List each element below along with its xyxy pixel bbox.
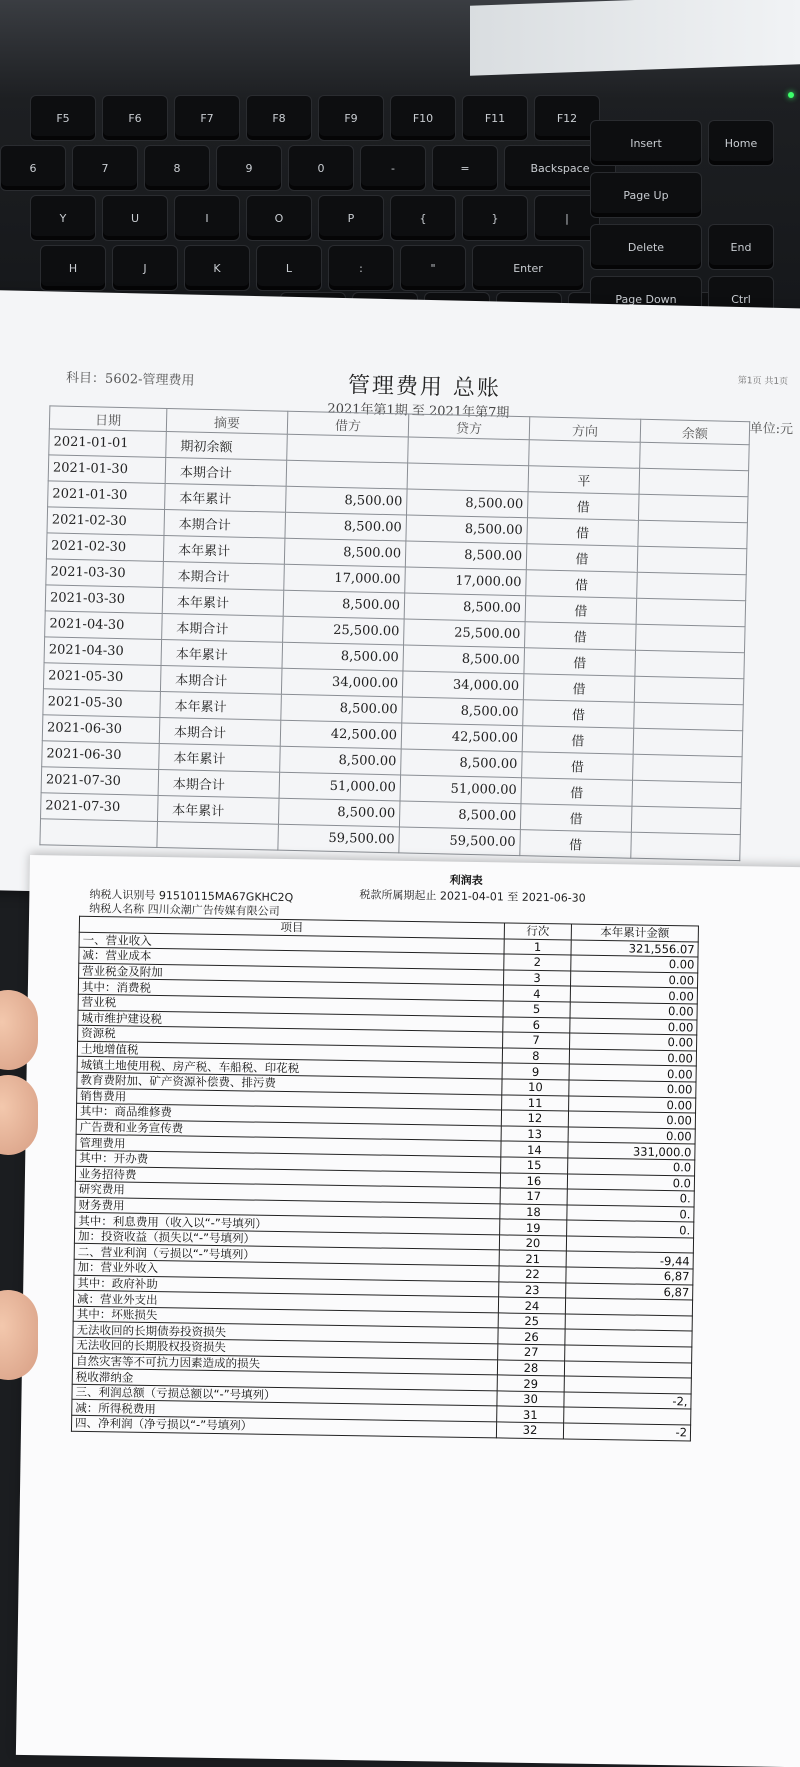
report-item-cell: 资源税 bbox=[78, 1025, 503, 1047]
ledger-date-cell: 2021-02-30 bbox=[47, 507, 165, 536]
report-period: 税款所属期起止 2021-04-01 至 2021-06-30 bbox=[359, 888, 586, 905]
report-line-no-cell: 11 bbox=[502, 1094, 569, 1111]
col-date: 日期 bbox=[49, 406, 166, 432]
ledger-summary-cell: 本期合计 bbox=[162, 613, 284, 642]
ledger-date-cell: 2021-05-30 bbox=[43, 663, 161, 692]
keyboard-key: | bbox=[534, 195, 600, 241]
ledger-page-number: 第1页 共1页 bbox=[737, 375, 789, 388]
report-item-cell: 管理费用 bbox=[76, 1135, 501, 1157]
ledger-balance-cell bbox=[639, 468, 749, 496]
ledger-summary-cell: 本期合计 bbox=[164, 510, 286, 539]
report-item-cell: 业务招待费 bbox=[75, 1166, 500, 1188]
report-item-cell: 无法收回的长期债券投资损失 bbox=[73, 1322, 498, 1344]
report-amount-cell: 331,000.0 bbox=[568, 1142, 695, 1160]
ledger-summary-cell: 本期合计 bbox=[159, 717, 281, 746]
report-amount-cell: 0.00 bbox=[570, 1002, 697, 1020]
keyboard-key: 0 bbox=[288, 145, 354, 191]
report-line-no-cell: 25 bbox=[498, 1313, 565, 1330]
report-amount-cell: 0.00 bbox=[569, 1049, 696, 1067]
ledger-date-cell: 2021-04-30 bbox=[45, 611, 163, 640]
ledger-credit-cell: 51,000.00 bbox=[400, 775, 522, 804]
ledger-balance-cell bbox=[637, 546, 747, 574]
keyboard-key: End bbox=[708, 224, 774, 270]
report-line-no-cell: 4 bbox=[503, 985, 570, 1002]
report-line-no-cell: 1 bbox=[504, 939, 571, 956]
report-amount-cell: 0. bbox=[567, 1189, 694, 1207]
report-line-no-cell: 30 bbox=[497, 1391, 564, 1408]
report-line-no-cell: 19 bbox=[500, 1219, 567, 1236]
report-item-cell: 城市维护建设税 bbox=[78, 1010, 503, 1032]
keyboard-key: Delete bbox=[590, 224, 702, 270]
ledger-debit-cell: 8,500.00 bbox=[280, 746, 402, 775]
report-line-no-cell: 9 bbox=[502, 1063, 569, 1080]
report-line-no-cell: 31 bbox=[497, 1406, 564, 1423]
ledger-credit-cell: 59,500.00 bbox=[399, 827, 521, 856]
finger bbox=[0, 1290, 38, 1380]
ledger-debit-cell: 8,500.00 bbox=[282, 642, 404, 671]
report-item-cell: 加：投资收益（损失以“-”号填列） bbox=[74, 1228, 499, 1250]
ledger-balance-cell bbox=[631, 806, 741, 834]
ledger-summary-cell: 本年累计 bbox=[165, 484, 287, 513]
ledger-debit-cell: 8,500.00 bbox=[283, 590, 405, 619]
report-amount-cell: 0.00 bbox=[568, 1127, 695, 1145]
report-amount-cell: 6,87 bbox=[566, 1283, 693, 1301]
ledger-sheet bbox=[0, 290, 800, 909]
report-item-cell: 其中：政府补助 bbox=[74, 1275, 499, 1297]
report-item-cell: 无法收回的长期股权投资损失 bbox=[73, 1337, 498, 1359]
keyboard-key: F7 bbox=[174, 95, 240, 141]
profit-statement bbox=[16, 855, 800, 1767]
report-line-no-cell: 5 bbox=[503, 1001, 570, 1018]
ledger-balance-cell bbox=[635, 624, 745, 652]
ledger-summary-cell: 本年累计 bbox=[163, 536, 285, 565]
report-amount-cell: -2 bbox=[563, 1423, 690, 1441]
report-line-no-cell: 2 bbox=[504, 954, 571, 971]
ledger-body bbox=[40, 429, 749, 861]
ledger-date-cell: 2021-04-30 bbox=[44, 637, 162, 666]
report-item-cell: 其中：商品维修费 bbox=[76, 1103, 501, 1125]
col-line-no: 行次 bbox=[504, 923, 571, 940]
ledger-direction-cell: 借 bbox=[521, 778, 633, 807]
ledger-credit-cell: 8,500.00 bbox=[401, 749, 523, 778]
ledger-summary-cell: 期初余额 bbox=[166, 432, 288, 461]
ledger-credit-cell: 8,500.00 bbox=[406, 515, 528, 544]
report-item-cell: 销售费用 bbox=[77, 1088, 502, 1110]
keyboard-key: K bbox=[184, 245, 250, 291]
ledger-credit-cell: 42,500.00 bbox=[401, 723, 523, 752]
report-line-no-cell: 32 bbox=[496, 1422, 563, 1439]
keyboard-key: P bbox=[318, 195, 384, 241]
ledger-debit-cell: 59,500.00 bbox=[278, 824, 400, 853]
keyboard-key: I bbox=[174, 195, 240, 241]
keyboard-key: F8 bbox=[246, 95, 312, 141]
ledger-debit-cell: 8,500.00 bbox=[285, 512, 407, 541]
ledger-balance-cell bbox=[635, 650, 745, 678]
report-item-cell: 其中：坏账损失 bbox=[73, 1306, 498, 1328]
report-item-cell: 减：营业外支出 bbox=[73, 1290, 498, 1312]
middle-letter-row bbox=[40, 245, 584, 291]
ledger-direction-cell: 借 bbox=[524, 648, 636, 677]
ledger-date-cell: 2021-03-30 bbox=[46, 559, 164, 588]
keyboard-photo bbox=[0, 0, 800, 330]
keyboard-key: L bbox=[256, 245, 322, 291]
ledger-summary-cell bbox=[157, 821, 279, 850]
keyboard-key: - bbox=[360, 145, 426, 191]
report-line-no-cell: 17 bbox=[500, 1188, 567, 1205]
report-item-cell: 土地增值税 bbox=[77, 1041, 502, 1063]
ledger-balance-cell bbox=[638, 520, 748, 548]
ledger-direction-cell: 平 bbox=[528, 466, 640, 495]
number-key-row bbox=[0, 145, 616, 191]
ledger-debit-cell: 42,500.00 bbox=[280, 720, 402, 749]
keyboard-key: Backspace bbox=[504, 145, 616, 191]
ledger-summary-cell: 本期合计 bbox=[160, 665, 282, 694]
report-amount-cell: 0.00 bbox=[569, 1080, 696, 1098]
report-line-no-cell: 27 bbox=[498, 1344, 565, 1361]
keyboard-key: J bbox=[112, 245, 178, 291]
ledger-direction-cell: 借 bbox=[527, 518, 639, 547]
keyboard-key: " bbox=[400, 245, 466, 291]
ledger-credit-cell: 8,500.00 bbox=[404, 593, 526, 622]
ledger-balance-cell bbox=[634, 702, 744, 730]
report-item-cell: 税收滞纳金 bbox=[72, 1368, 497, 1390]
report-line-no-cell: 13 bbox=[501, 1126, 568, 1143]
ledger-debit-cell: 51,000.00 bbox=[279, 772, 401, 801]
ledger-date-cell: 2021-01-30 bbox=[48, 455, 166, 484]
ledger-direction-cell: 借 bbox=[526, 544, 638, 573]
report-item-cell: 其中：开办费 bbox=[76, 1150, 501, 1172]
keyboard-key: { bbox=[390, 195, 456, 241]
report-item-cell: 研究费用 bbox=[75, 1181, 500, 1203]
ledger-direction-cell bbox=[529, 440, 641, 469]
report-amount-cell: -2, bbox=[564, 1392, 691, 1410]
ledger-balance-cell bbox=[633, 754, 743, 782]
keyboard-key: F12 bbox=[534, 95, 600, 141]
report-line-no-cell: 29 bbox=[497, 1375, 564, 1392]
ledger-direction-cell: 借 bbox=[527, 492, 639, 521]
paper-corner bbox=[470, 0, 800, 76]
report-amount-cell: 0.0 bbox=[568, 1158, 695, 1176]
ledger-credit-cell: 8,500.00 bbox=[402, 697, 524, 726]
report-amount-cell: 0.0 bbox=[567, 1173, 694, 1191]
ledger-balance-cell bbox=[638, 494, 748, 522]
report-line-no-cell: 23 bbox=[499, 1282, 566, 1299]
report-line-no-cell: 12 bbox=[501, 1110, 568, 1127]
ledger-debit-cell: 25,500.00 bbox=[283, 616, 405, 645]
ledger-balance-cell bbox=[640, 442, 750, 470]
keyboard-key: F9 bbox=[318, 95, 384, 141]
report-line-no-cell: 20 bbox=[499, 1235, 566, 1252]
ledger-debit-cell: 34,000.00 bbox=[281, 668, 403, 697]
keyboard-key: 8 bbox=[144, 145, 210, 191]
ledger-date-cell bbox=[40, 819, 158, 848]
ledger-credit-cell: 34,000.00 bbox=[402, 671, 524, 700]
ledger-direction-cell: 借 bbox=[520, 804, 632, 833]
fn-key-row bbox=[30, 95, 600, 141]
ledger-date-cell: 2021-07-30 bbox=[41, 767, 159, 796]
ledger-balance-cell bbox=[632, 780, 742, 808]
ledger-unit: 单位:元 bbox=[749, 421, 794, 438]
ledger-debit-cell: 8,500.00 bbox=[281, 694, 403, 723]
ledger-date-cell: 2021-06-30 bbox=[42, 741, 160, 770]
ledger-summary-cell: 本年累计 bbox=[162, 587, 284, 616]
ledger-credit-cell bbox=[408, 437, 530, 466]
ledger-summary-cell: 本年累计 bbox=[161, 639, 283, 668]
ledger-credit-cell: 8,500.00 bbox=[405, 541, 527, 570]
report-amount-cell: 0.00 bbox=[569, 1064, 696, 1082]
ledger-summary-cell: 本年累计 bbox=[157, 795, 279, 824]
ledger-credit-cell: 17,000.00 bbox=[405, 567, 527, 596]
keyboard-key: H bbox=[40, 245, 106, 291]
report-line-no-cell: 6 bbox=[503, 1017, 570, 1034]
report-line-no-cell: 18 bbox=[500, 1204, 567, 1221]
ledger-direction-cell: 借 bbox=[525, 596, 637, 625]
keyboard-key: } bbox=[462, 195, 528, 241]
report-line-no-cell: 7 bbox=[503, 1032, 570, 1049]
report-amount-cell: 0.00 bbox=[571, 971, 698, 989]
ledger-date-cell: 2021-01-30 bbox=[48, 481, 166, 510]
report-item-cell: 营业税 bbox=[78, 994, 503, 1016]
ledger-date-cell: 2021-03-30 bbox=[45, 585, 163, 614]
col-summary: 摘要 bbox=[166, 409, 287, 435]
report-line-no-cell: 8 bbox=[502, 1048, 569, 1065]
ledger-debit-cell: 8,500.00 bbox=[286, 486, 408, 515]
report-item-cell: 减：营业成本 bbox=[79, 947, 504, 969]
keyboard-key: F5 bbox=[30, 95, 96, 141]
ledger-debit-cell: 8,500.00 bbox=[278, 798, 400, 827]
report-line-no-cell: 10 bbox=[502, 1079, 569, 1096]
report-line-no-cell: 3 bbox=[504, 970, 571, 987]
ledger-direction-cell: 借 bbox=[525, 622, 637, 651]
report-body bbox=[71, 932, 698, 1441]
report-amount-cell: 0.00 bbox=[570, 1018, 697, 1036]
report-item-cell: 二、营业利润（亏损以“-”号填列） bbox=[74, 1244, 499, 1266]
keyboard-key: Y bbox=[30, 195, 96, 241]
ledger-date-cell: 2021-07-30 bbox=[41, 793, 159, 822]
ledger-direction-cell: 借 bbox=[522, 752, 634, 781]
ledger-summary-cell: 本期合计 bbox=[165, 458, 287, 487]
col-direction: 方向 bbox=[529, 417, 640, 443]
col-item: 项目 bbox=[79, 916, 504, 938]
report-line-no-cell: 22 bbox=[499, 1266, 566, 1283]
report-amount-cell: 0.00 bbox=[570, 1033, 697, 1051]
report-table bbox=[71, 916, 699, 1441]
ledger-title: 管理费用 总账 bbox=[347, 373, 502, 402]
ledger-table bbox=[39, 405, 750, 861]
keyboard-led bbox=[788, 92, 794, 98]
keyboard-key: F6 bbox=[102, 95, 168, 141]
side-key-block bbox=[590, 120, 800, 322]
ledger-debit-cell: 17,000.00 bbox=[284, 564, 406, 593]
ledger-debit-cell: 8,500.00 bbox=[284, 538, 406, 567]
keyboard-key: = bbox=[432, 145, 498, 191]
report-company: 纳税人名称 四川众潮广告传媒有限公司 bbox=[89, 901, 280, 918]
keyboard-key: 6 bbox=[0, 145, 66, 191]
report-amount-cell: 0.00 bbox=[568, 1111, 695, 1129]
ledger-credit-cell: 8,500.00 bbox=[399, 801, 521, 830]
ledger-credit-cell bbox=[407, 463, 529, 492]
report-item-cell: 广告费和业务宣传费 bbox=[76, 1119, 501, 1141]
report-amount-cell: 0. bbox=[567, 1220, 694, 1238]
ledger-subject: 科目：5602-管理费用 bbox=[65, 370, 195, 389]
ledger-debit-cell bbox=[286, 460, 408, 489]
ledger-date-cell: 2021-01-01 bbox=[49, 429, 167, 458]
report-amount-cell: 0.00 bbox=[571, 955, 698, 973]
ledger-balance-cell bbox=[631, 832, 741, 860]
report-line-no-cell: 21 bbox=[499, 1250, 566, 1267]
ledger-direction-cell: 借 bbox=[523, 700, 635, 729]
report-item-cell: 教育费附加、矿产资源补偿费、排污费 bbox=[77, 1072, 502, 1094]
ledger-date-cell: 2021-06-30 bbox=[42, 715, 160, 744]
ledger-balance-cell bbox=[633, 728, 743, 756]
report-line-no-cell: 16 bbox=[500, 1172, 567, 1189]
ledger-credit-cell: 8,500.00 bbox=[407, 489, 529, 518]
report-amount-cell: 321,556.07 bbox=[571, 940, 698, 958]
ledger-date-cell: 2021-02-30 bbox=[46, 533, 164, 562]
col-balance: 余额 bbox=[640, 419, 749, 444]
report-item-cell: 其中：消费税 bbox=[78, 979, 503, 1001]
report-item-cell: 财务费用 bbox=[75, 1197, 500, 1219]
ledger-direction-cell: 借 bbox=[522, 726, 634, 755]
keyboard-key: Enter bbox=[472, 245, 584, 291]
ledger-balance-cell bbox=[634, 676, 744, 704]
report-item-cell: 一、营业收入 bbox=[79, 932, 504, 954]
report-line-no-cell: 26 bbox=[498, 1328, 565, 1345]
keyboard-key: 9 bbox=[216, 145, 282, 191]
report-amount-cell: -9,44 bbox=[566, 1251, 693, 1269]
top-letter-row bbox=[30, 195, 600, 241]
report-line-no-cell: 24 bbox=[498, 1297, 565, 1314]
report-item-cell: 加：营业外收入 bbox=[74, 1259, 499, 1281]
keyboard-key: Page Up bbox=[590, 172, 702, 218]
report-line-no-cell: 15 bbox=[501, 1157, 568, 1174]
keyboard-key: Home bbox=[708, 120, 774, 166]
ledger-summary-cell: 本年累计 bbox=[159, 743, 281, 772]
keyboard-key: Page Down bbox=[590, 276, 702, 322]
ledger-date-cell: 2021-05-30 bbox=[43, 689, 161, 718]
keyboard-key: F10 bbox=[390, 95, 456, 141]
report-line-no-cell: 14 bbox=[501, 1141, 568, 1158]
report-item-cell: 四、净利润（净亏损以“-”号填列） bbox=[71, 1415, 496, 1437]
ledger-period: 2021年第1期 至 2021年第7期 bbox=[327, 401, 510, 421]
ledger-credit-cell: 8,500.00 bbox=[403, 645, 525, 674]
ledger-direction-cell: 借 bbox=[520, 830, 632, 859]
ledger-debit-cell bbox=[287, 434, 409, 463]
col-debit: 借方 bbox=[287, 411, 408, 437]
report-amount-cell: 0. bbox=[567, 1205, 694, 1223]
ledger-summary-cell: 本期合计 bbox=[163, 562, 285, 591]
ledger-direction-cell: 借 bbox=[523, 674, 635, 703]
report-line-no-cell: 28 bbox=[497, 1360, 564, 1377]
ledger-credit-cell: 25,500.00 bbox=[404, 619, 526, 648]
keyboard-key: Ctrl bbox=[708, 276, 774, 322]
report-taxpayer-id: 纳税人识别号 91510115MA67GKHC2Q bbox=[89, 887, 294, 905]
ledger-direction-cell: 借 bbox=[526, 570, 638, 599]
keyboard-key: F11 bbox=[462, 95, 528, 141]
keyboard-key: U bbox=[102, 195, 168, 241]
keyboard-key: 7 bbox=[72, 145, 138, 191]
report-amount-cell: 0.00 bbox=[569, 1096, 696, 1114]
ledger-balance-cell bbox=[636, 598, 746, 626]
col-credit: 贷方 bbox=[408, 414, 529, 440]
report-item-cell: 三、利润总额（亏损总额以“-”号填列） bbox=[72, 1384, 497, 1406]
report-item-cell: 自然灾害等不可抗力因素造成的损失 bbox=[72, 1353, 497, 1375]
keyboard-key: : bbox=[328, 245, 394, 291]
report-amount-cell: 6,87 bbox=[566, 1267, 693, 1285]
col-amount: 本年累计金额 bbox=[571, 924, 698, 942]
report-amount-cell: 0.00 bbox=[570, 986, 697, 1004]
ledger-balance-cell bbox=[637, 572, 747, 600]
report-item-cell: 其中：利息费用（收入以“-”号填列） bbox=[75, 1213, 500, 1235]
ledger-summary-cell: 本年累计 bbox=[160, 691, 282, 720]
report-item-cell: 减：所得税费用 bbox=[72, 1400, 497, 1422]
report-item-cell: 城镇土地使用税、房产税、车船税、印花税 bbox=[77, 1057, 502, 1079]
keyboard-key: O bbox=[246, 195, 312, 241]
report-item-cell: 营业税金及附加 bbox=[79, 963, 504, 985]
ledger-summary-cell: 本期合计 bbox=[158, 769, 280, 798]
report-title: 利润表 bbox=[449, 873, 483, 888]
keyboard-key: Insert bbox=[590, 120, 702, 166]
